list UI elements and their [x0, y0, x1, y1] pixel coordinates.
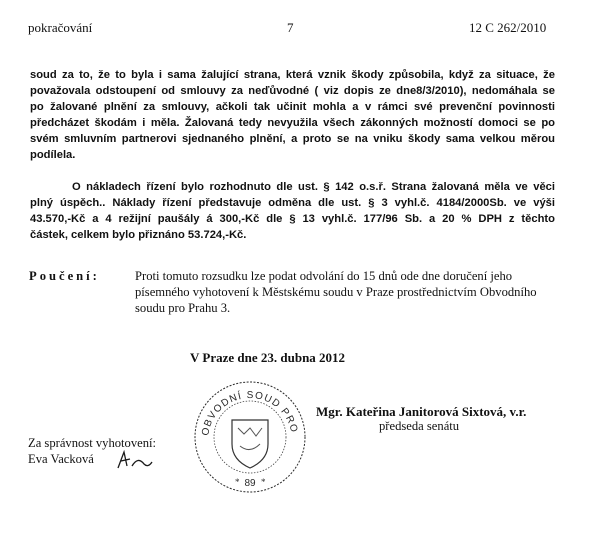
text-line: svém smluvním partnerovi sjednaného plnění, a proto se na vniku škody sama velkou měrou: [30, 133, 555, 145]
text-line: 43.570,-Kč a 4 režijní paušály á 300,-Kč dle § 13 vyhl.č. 177/96 Sb. a 20 % DPH z těchto: [30, 213, 555, 225]
stamp-ring-text: OBVODNÍ SOUD PRO: [200, 389, 300, 437]
text-line: Proti tomuto rozsudku lze podat odvolání do 15 dnů ode dne doručení jeho: [135, 269, 513, 283]
text-line: O nákladech řízení bylo rozhodnuto dle ust. § 142 o.s.ř. Strana žalovaná měla ve věci: [72, 181, 555, 193]
text-line: soudu pro Prahu 3.: [135, 301, 231, 315]
text-line: podílela.: [30, 149, 76, 161]
text-line: soud za to, že to byla i sama žalující strana, která vznik škody způsobila, když za situace, že: [30, 69, 555, 81]
header-continuation: pokračování: [28, 20, 93, 35]
text-line: částek, celkem bylo přiznáno 53.724,-Kč.: [30, 229, 247, 241]
handwritten-signature: [114, 446, 154, 472]
date-place: V Praze dne 23. dubna 2012: [190, 350, 346, 365]
text-line: předcházet škodám i měla. Žalovaná tedy nevyužila všech zákonných možností domoci se po: [30, 117, 555, 129]
text-line: plný úspěch.. Náklady řízení představuje odměna dle ust. § 3 vyhl.č. 4184/2000Sb. ve výši: [30, 197, 555, 209]
signatory-name: Mgr. Kateřina Janitorová Sixtová, v.r.: [316, 404, 527, 419]
text-line: považovala odstoupení od smlouvy za neďůvodné ( viz dopis ze dne8/3/2010), nedomáhala se: [30, 85, 555, 97]
case-number: 12 C 262/2010: [469, 20, 547, 35]
instruction-label: Poučení:: [29, 269, 100, 283]
stamp-seal-icon: [188, 378, 312, 496]
court-stamp: [188, 378, 312, 496]
svg-text:*: *: [235, 477, 240, 487]
verification-label: Za správnost vyhotovení:: [28, 436, 157, 450]
text-line: písemného vyhotovení k Městskému soudu v Praze prostřednictvím Obvodního: [135, 285, 537, 299]
stamp-number: 89: [244, 478, 256, 489]
verification-name: Eva Vacková: [28, 452, 94, 466]
page-number: 7: [287, 20, 294, 35]
text-line: po žalované plnění za smlouvy, ačkoli tak učinit mohla a v rámci své prevenční povinnosti: [30, 101, 555, 113]
signatory-title: předseda senátu: [379, 419, 460, 433]
svg-text:*: *: [261, 477, 266, 487]
